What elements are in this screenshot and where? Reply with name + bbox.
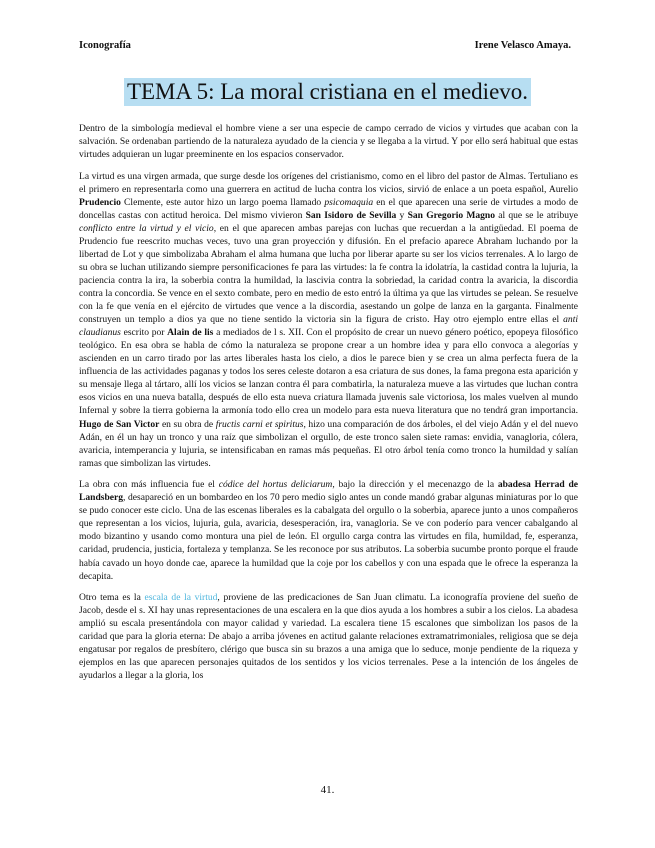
highlighted-term-link[interactable]: escala de la virtud <box>144 592 218 604</box>
bold-name: abadesa Herrad de Landsberg <box>79 479 578 504</box>
text-run: , proviene de las predicaciones de San Juan climatu. La iconografía proviene del sueño de Jacob, desde el s. XI hay unas representaciones de una escalera en la que dios ayuda a los hombres a subir a los cielos. La abadesa amplió su escala presentándola con mayor calidad y variedad. La escalera tiene 15 escalones que simbolizan los pasos de la caridad que para la gloria eterna: De abajo a arriba jóvenes en actitud galante relaciones extramatrimoniales, religiosa que se deja engatusar por regalos de presbítero, clérigo que busca sin su brazos a una amiga que lo seduce, monje pendiente de la riqueza y ejemplos en las que aparecen personajes quitados de los sentidos y los vicios terrenales. Pese a la intención de los ángeles de ayudarlos a llegar a la gloria, los <box>79 592 579 682</box>
text-run: escrito por <box>120 327 168 339</box>
text-run: al que se le atribuye <box>495 209 579 221</box>
text-run: , desapareció en un bombardeo en los 70 pero medio siglo antes un conde mandó grabar algunas miniaturas por lo que se pudo conocer este ciclo. Una de las escenas liberales es la cabalgata del orgullo o la soberbia, aparece junto a unos compañeros que representan a los vicios, lujuria, gula, avaricia, desesperación, ira, vanagloria. Se ve con poderío para vencer cabalgando al modo bizantino y usando como montura una piel de león. El orgullo carga contra las virtudes en fila, humildad, fe, esperanza, caridad, prudencia, justicia, fortaleza y templanza. Se les reconoce por sus atributos. La soberbia sucumbe pronto porque el fraude había cavado un hoyo donde cae, aparece la humildad que la coje por los cabellos y con una espada que le ofrece la esperanza la decapita. <box>79 492 578 582</box>
text-run: y <box>396 209 408 221</box>
header-course: Iconografía <box>79 40 131 51</box>
paragraph-hortus <box>79 478 578 582</box>
paragraph-intro: Dentro de la simbología medieval el hombre viene a ser una especie de campo cerrado de vicios y virtudes que acaban con la salvación. Se ordenaban partiendo de la naturaleza ayudado de la ciencia y se llegaba a la virtud. Y por ello será habitual que estas virtudes adquieran un lugar preeminente en los espacios conservador. <box>79 123 578 161</box>
text-run: en el que aparecen una serie de virtudes a modo de doncellas castas con actitud heroica. Del mismo vivieron <box>79 196 578 221</box>
text-run: La obra con más influencia fue el <box>79 479 219 491</box>
bold-name: Hugo de San Victor <box>79 418 160 430</box>
text-run: a mediados de l s. XII. Con el propósito de crear un nuevo género poético, epopeya filosófico teológico. En esa obra se habla de cómo la naturaleza se propone crear a un hombre idea y para ello convoca a alegorías y ascienden en un carro tirado por las artes liberales hasta los cielo, a dios le parece bien y se crea un alma perfecta fuera de la influencia de las actividades paganas y todos los seres celeste dotaron a esa criatura de sus dones, la fama pregona esta aparición y su mensaje llega al tártaro, allí los vicios se lanzan contra él para combatirla, la naturaleza mueve a las virtudes que luchan contra esos vicios en una nueva batalla, después de ello esta nueva criatura llamada juvenis sale victoriosa, los males vuelven al mundo Infernal y sobre la tierra gobierna la armonía todo ello crea un modelo para esta nueva literatura que no tendrá gran importancia. <box>79 327 579 417</box>
italic-title: fructis carni et spiritus <box>215 418 304 430</box>
page-title: TEMA 5: La moral cristiana en el medievo. <box>124 78 531 106</box>
text-run: La virtud es una virgen armada, que surge desde los orígenes del cristianismo, como en el libro del pastor de Almas. Tertuliano es el primero en representarla como una guerrera en actitud de lucha contra los vicios, sirvió de enlace a un poeta español, Aurelio <box>79 170 578 195</box>
bold-name: San Isidoro de Sevilla <box>305 209 397 221</box>
italic-title: anti claudianus <box>79 314 578 339</box>
bold-name: San Gregorio Magno <box>407 209 496 221</box>
bold-name: Prudencio <box>79 196 121 208</box>
text-run: en su obra de <box>159 418 216 430</box>
title-wrapper <box>0 78 655 106</box>
italic-title: psicomaquia <box>324 196 374 208</box>
header-author: Irene Velasco Amaya. <box>474 40 571 51</box>
page-header <box>79 40 571 54</box>
italic-title: códice del hortus deliciarum <box>218 479 333 491</box>
paragraph-virtue <box>79 170 578 470</box>
text-run: , bajo la dirección y el mecenazgo de la <box>332 479 498 491</box>
text-run: , en el que aparecen ambas parejas con luchas que recuerdan a la antigüedad. El poema de Prudencio fue reescrito muchas veces, tuvo una gran proyección y difusión. En el prefacio aparece Abraham luchando por la libertad de Lot y que simbolizaba Abraham el alma humana que lucha por liberar aparte su ser los vicios terrenales. A lo largo de su obra se luchan utilizando siempre personificaciones fe para las virtudes: la fe contra la idolatría, la castidad contra la lujuria, la paciencia contra la ira, la soberbia contra la humildad, la lascivia contra la sobriedad, la caridad contra la avaricia, la discordia contra la concordia. Se vence en el sexto combate, pero en medio de esto entró la última ya que las virtudes se pelean. Se resuelve con la fe que venía en el ejército de virtudes que vence a la discordia, asestando un golpe de lanza en la garganta. Finalmente construyen un templo a dios ya que no tiene sentido la victoria sin la figura de cristo. Hay otro ejemplo entre ellas el <box>79 222 578 326</box>
text-run: , hizo una comparación de dos árboles, el del viejo Adán y el del nuevo Adán, en él un hay un tronco y una raíz que simbolizan el orgullo, de este tronco salen siete ramas: envidia, vanagloria, cólera, avaricia, intemperancia y lujuria, se intensificaban en ramas más pequeñas. El otro árbol tenía como tronco la humildad y salían ramas que simbolizan las virtudes. <box>79 418 578 469</box>
text-run: Clemente, este autor hizo un largo poema llamado <box>120 196 325 208</box>
text-run: Otro tema es la <box>79 592 145 604</box>
page-number: 41. <box>320 784 335 796</box>
document-body <box>79 122 578 691</box>
bold-name: Alain de lis <box>167 327 214 339</box>
italic-title: conflicto entre la virtud y el vicio <box>79 222 214 234</box>
paragraph-scale <box>79 591 578 682</box>
